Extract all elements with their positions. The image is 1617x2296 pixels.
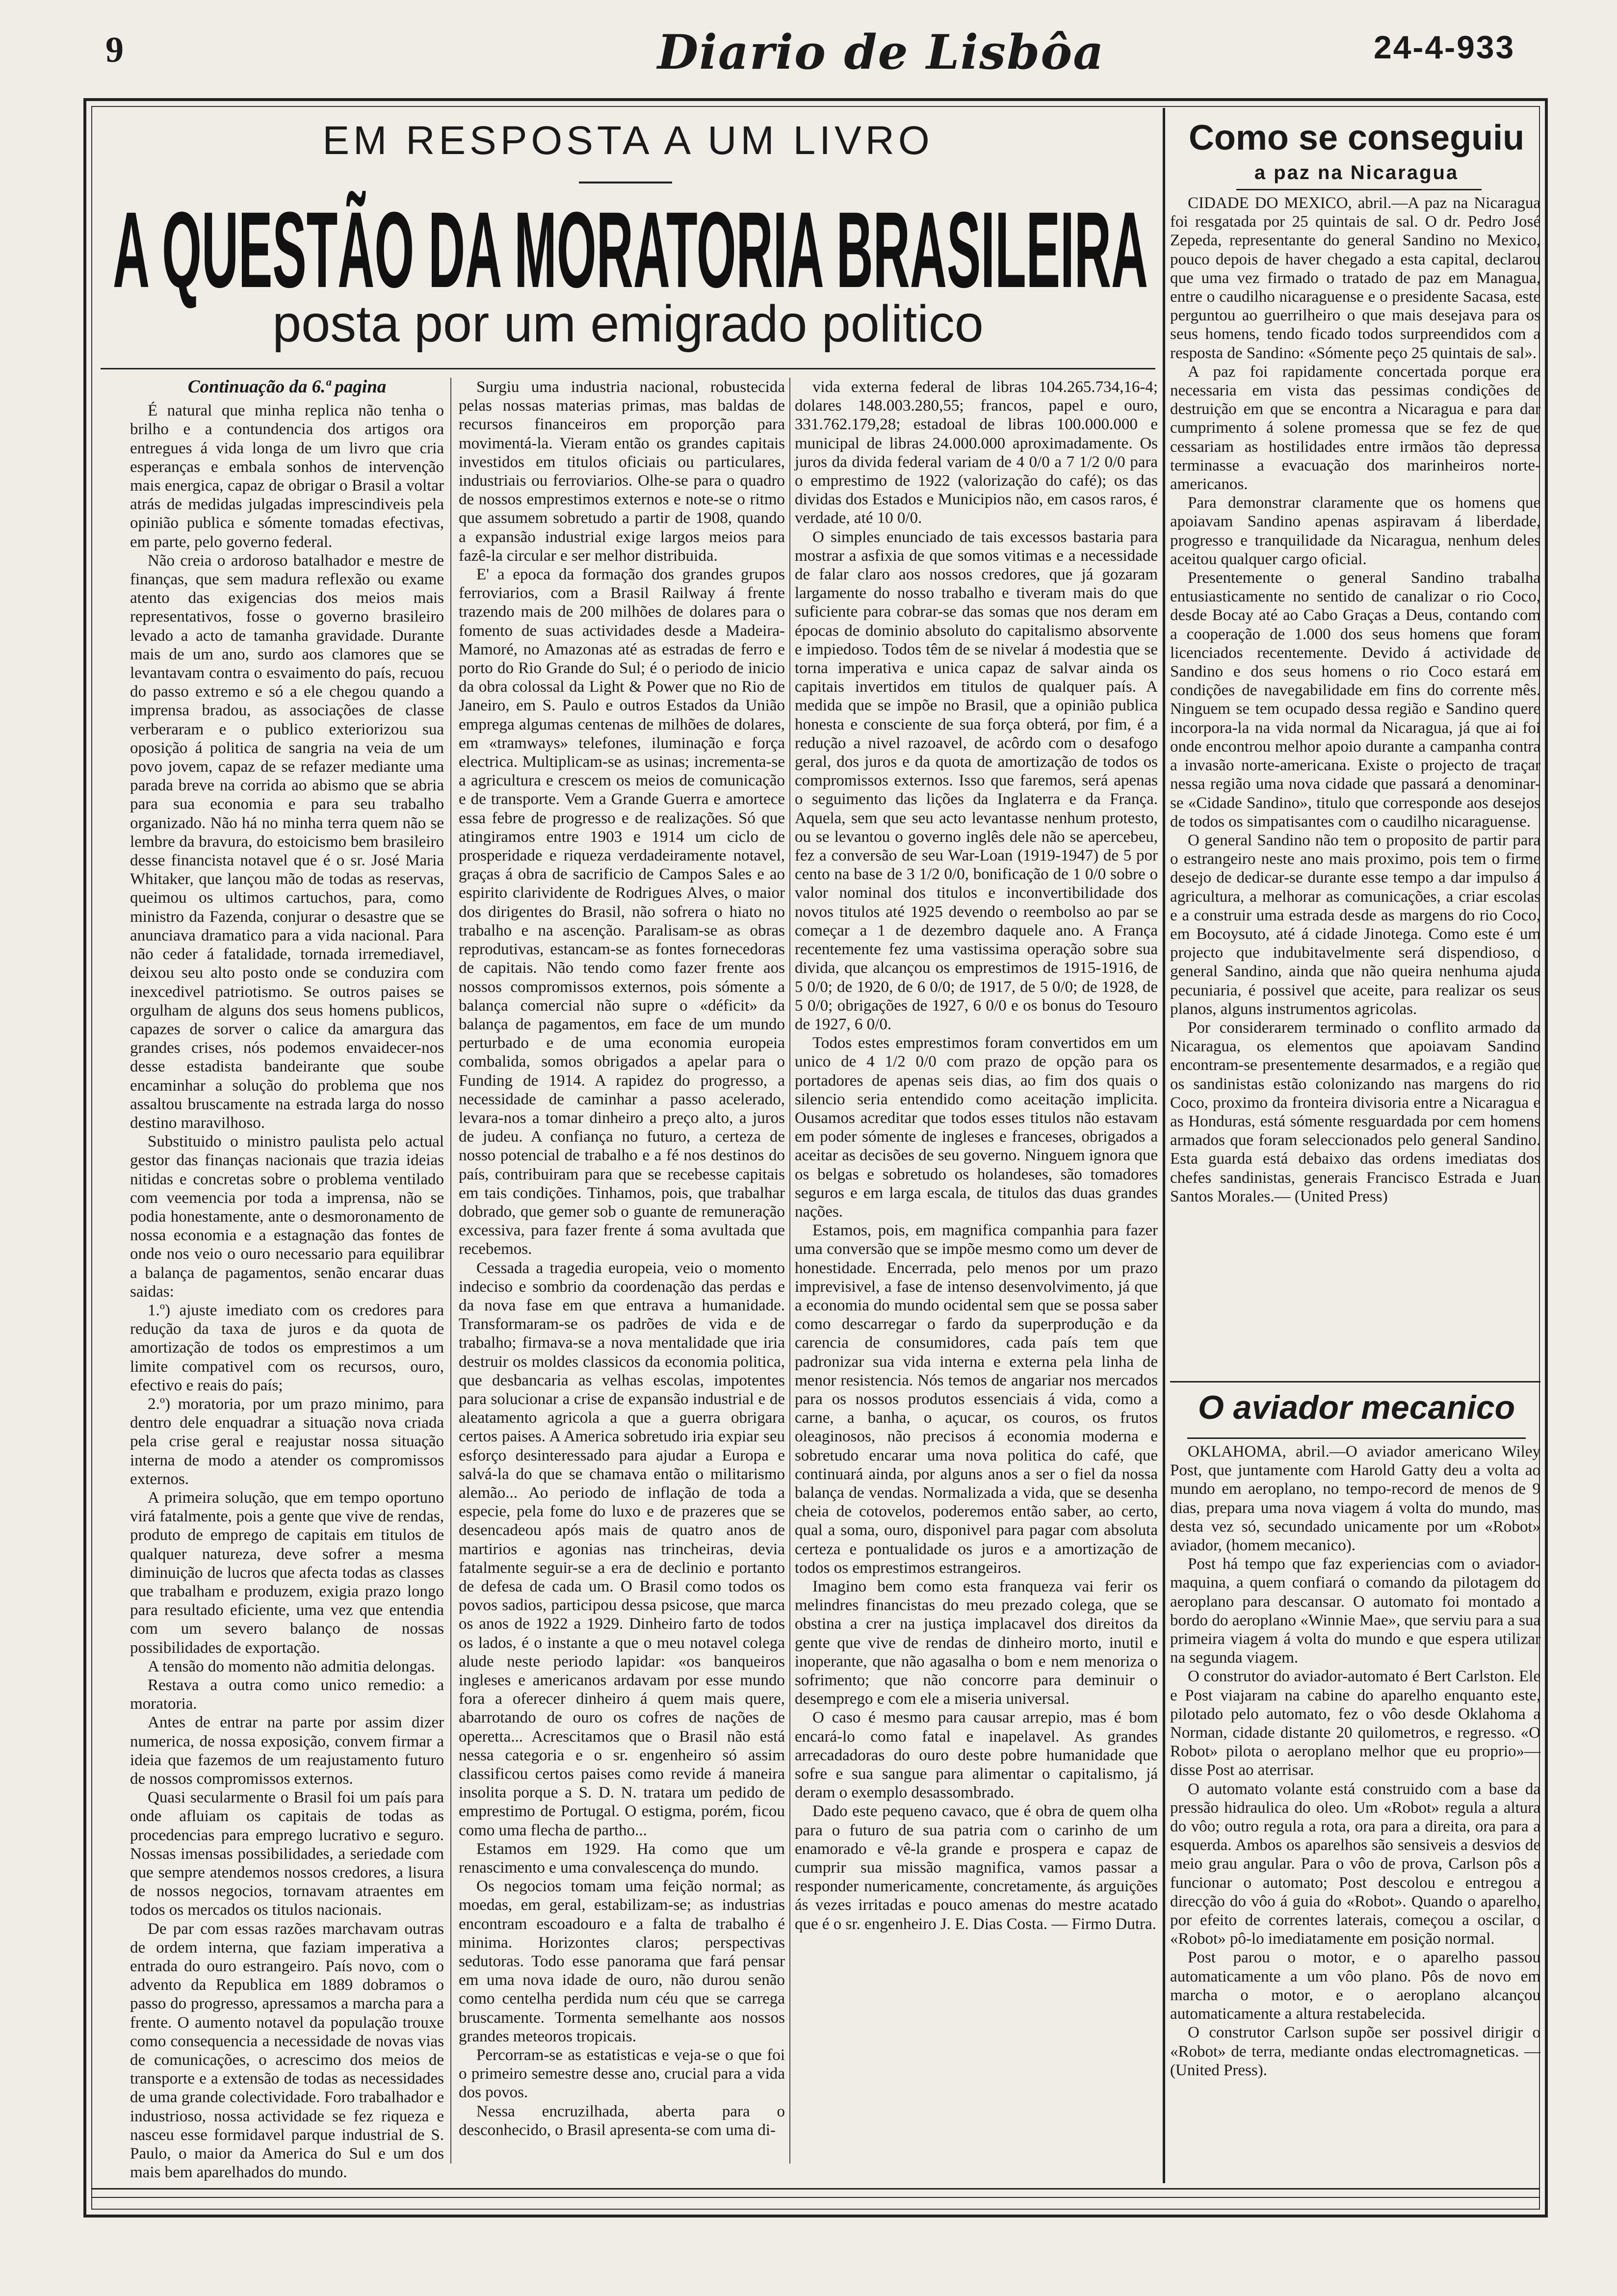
paragraph: Restava a outra como unico remedio: a moratoria. [130, 1676, 444, 1713]
sidebar-article-subtitle: a paz na Nicaragua [1254, 162, 1459, 183]
column-2-body [459, 378, 785, 2139]
article-column-1 [130, 377, 444, 2182]
paragraph: Post há tempo que faz experiencias com o aviador-maquina, a quem confiará o comando da pilotagem do aeroplano para descansar. O automato foi montado a bordo do aeroplano «Winnie Mae», que serviu para a sua primeira viagem á volta do mundo e que espera utilizar na segunda viagem. [1170, 1555, 1540, 1667]
paragraph: A primeira solução, que em tempo oportuno virá fatalmente, pois a gente que vive de rendas, produto de emprego de capitais em titulos de qualquer natureza, deve sofrer a mesma diminuição de lucros que afecta todas as classes que trabalham e produzem, exigia prazo longo para resultado eficiente, uma vez que entendia com um severo balanço de nossas possibilidades de exportação. [130, 1488, 444, 1657]
paragraph: Por considerarem terminado o conflito armado da Nicaragua, os elementos que apoiavam Sandino encontram-se presentemente desarmados, e a região que os sandinistas estão colonizando nas margens do rio Coco, proximo da fronteira divisoria entre a Nicaragua e as Honduras, está sómente resguardada por cem homens armados que foram seleccionados pelo general Sandino. Esta guarda está debaixo das ordens imediatas dos chefes sandinistas, generais Francisco Estrada e Juan Santos Morales.— (United Press) [1170, 1018, 1540, 1205]
kicker-rule [579, 182, 672, 183]
article-subheadline: posta por um emigrado politico [272, 295, 984, 353]
bottom-rule [91, 2188, 1540, 2190]
paragraph: Todos estes emprestimos foram convertidos em um unico de 4 1/2 0/0 com prazo de opção para os portadores de apenas seis dias, ao fim dos quais o silencio seria entendido como aceitação implicita. Ousamos acreditar que todos esses titulos não estavam em poder sómente de ingleses e franceses, obrigados a aceitar as decisões de seu governo. Ninguem ignora que os belgas e sobretudo os holandeses, são tomadores seguros e em larga escala, de titulos das duas grandes nações. [795, 1034, 1158, 1221]
page-number: 9 [105, 30, 124, 70]
paragraph: vida externa federal de libras 104.265.734,16-4; dolares 148.003.280,55; francos, papel e ouro, 331.762.179,28; estadoal de libras 100.000.000 e municipal de libras 24.000.000 aproximadamente. Os juros da divida federal variam de 4 0/0 a 7 1/2 0/0 para o emprestimo de 1922 (valorização do café); os das dividas dos Estados e Municipios não, em casos raros, é verdade, até 10 0/0. [795, 378, 1158, 527]
paragraph: O simples enunciado de tais excessos bastaria para mostrar a asfixia de que somos vitimas e a necessidade de falar claro aos nossos credores, que já gozaram largamente do nosso trabalho e tiveram mais do que suficiente para cobrar-se das somas que nos deram em épocas de dominio absoluto do capitalismo absorvente e impiedoso. Todos têm de se nivelar á modestia que se torna imperativa e unica capaz de salvar ainda os capitais invertidos em titulos de qualquer país. A medida que se impõe no Brasil, que a opinião publica honesta e consciente de sua força obterá, por fim, é a redução a nivel razoavel, de acôrdo com o desafogo geral, dos juros e da quota de amortização de todos os compromissos externos. Isso que faremos, será apenas o seguimento das lições da Inglaterra e da França. Aquela, sem que seu acto levantasse nenhum protesto, ou se levantou o governo inglês dele não se apercebeu, fez a conversão de seu War-Loan (1919-1947) de 5 por cento na base de 3 1/2 0/0, bonificação de 1 0/0 sobre o valor nominal dos titulos e inconvertibilidade dos novos titulos até 1925 devendo o reembolso ao par se começar a 1 de dezembro daquele ano. A França recentemente fez uma vastissima operação sobre sua divida, que alcançou os emprestimos de 1915-1916, de 5 0/0; de 1920, de 6 0/0; de 1917, de 5 0/0; de 1928, de 5 0/0; obrigações de 1927, 6 0/0 e os bonus do Tesouro de 1927, 6 0/0. [795, 528, 1158, 1033]
article-headline [108, 189, 1153, 310]
sidebar-title-rule [1236, 189, 1482, 190]
paragraph: Estamos, pois, em magnifica companhia para fazer uma conversão que se impõe mesmo como um dever de honestidade. Encerrada, pelo menos por um prazo imprevisivel, a fase de intenso desenvolvimento, já que a economia do mundo ocidental sem que se possa saber como descarregar o fardo da superprodução e da carencia de consumidores, cada país tem que padronizar sua vida interna e externa pela linha de menor resistencia. Nós temos de angariar nos mercados para os nossos produtos essenciais á vida, como a carne, a banha, o açucar, os couros, os frutos oleaginosos, não precisos á economia moderna e sobretudo encarar uma nova politica do café, que continuará ainda, por alguns anos a ser o fiel da nossa balança de vendas. Normalizada a vida, que se desenha cheia de cotovelos, poderemos então saber, ao certo, qual a soma, ouro, disponivel para pagar com absoluta certeza e pontualidade os juros e a amortização de todos os emprestimos estrangeiros. [795, 1222, 1158, 1577]
article-column-3 [795, 378, 1158, 2164]
paragraph: O general Sandino não tem o proposito de partir para o estrangeiro neste ano mais proximo, pois tem o firme desejo de dedicar-se durante esse tempo a dar impulso á agricultura, a melhorar as comunicações, a criar escolas e a construir uma estrada desde as margens do rio Coco, em Bocoysuto, até á cidade Jinotega. Como este é um projecto que indubitavelmente será dispendioso, o general Sandino, ainda que não queira nenhuma ajuda pecuniaria, é possivel que aceite, para realizar os seus planos, alguns instrumentos agricolas. [1170, 831, 1540, 1018]
article-column-2 [459, 378, 785, 2164]
issue-date: 24-4-933 [1374, 29, 1515, 65]
continuation-note: Continuação da 6.ª pagina [187, 377, 387, 397]
paragraph: Post parou o motor, e o aparelho passou automaticamente a um vôo plano. Pôs de novo em marcha o motor, e o aeroplano alcançou automaticamente a altura restabelecida. [1170, 1949, 1540, 2023]
paragraph: A tensão do momento não admitia delongas. [148, 1657, 435, 1675]
section-divider [1163, 108, 1165, 2183]
sidebar-article-title: Como se conseguiu [1188, 118, 1525, 157]
paragraph: Substituido o ministro paulista pelo actual gestor das finanças nacionais que trazia ideias nitidas e concretas sobre o problema ventilado com veemencia por toda a imprensa, não se podia honestamente, ante o desmoronamento de nossa economia e a estagnação das fontes de onde nos veio o ouro necessario para equilibrar a balança de pagamentos, senão encarar duas saidas: [130, 1133, 444, 1301]
column-rule [789, 378, 790, 2164]
paragraph: Presentemente o general Sandino trabalha entusiasticamente no sentido de canalizar o rio Coco, desde Bocay até ao Cabo Graças a Deus, contando com a cooperação de 1.000 dos seus homens que foram licenciados recentemente. Devido á actividade de Sandino e dos seus homens o rio Coco estará em condições de navegabilidade em fins do corrente mês. Ninguem se tem ocupado dessa região e Sandino quere incorpora-la na vida normal da Nicaragua, já que ai foi onde encontrou melhor apoio durante a campanha contra a invasão norte-americana. Existe o projecto de traçar nessa região uma nova cidade que passará a denominar-se «Cidade Sandino», titulo que corresponde aos desejos de todos os simpatisantes com o caudilho nicaraguense. [1170, 569, 1540, 831]
bottom-rule-double [91, 2197, 1540, 2198]
paragraph: Antes de entrar na parte por assim dizer numerica, de nossa exposição, convem firmar a ideia que fazemos de um reajustamento futuro de nossos compromissos externos. [130, 1714, 444, 1788]
column-3-body [795, 378, 1158, 1933]
sidebar-article-body [1170, 194, 1540, 1376]
paragraph: Não creia o ardoroso batalhador e mestre de finanças, que sem madura reflexão ou exame atento das exigencias dos meios mais representativos, fosse o governo brasileiro levado a acto de tamanha gravidade. Durante mais de um ano, surdo aos clamores que se levantavam contra o esvaimento do país, recuou do passo extremo e só a ele chegou quando a imprensa bradou, as associações de classe verberaram e o publico exteriorizou sua oposição á politica de sangria na veia de um povo jovem, capaz de se refazer mediante uma parada breve na corrida ao abismo que se abria para sua economia e para seu trabalho organizado. Não há no minha terra quem não se lembre da bravura, do estoicismo bem brasileiro desse financista notavel que é o sr. José Maria Whitaker, que lançou mão de todas as reservas, queimou os ultimos cartuchos, para, como ministro da Fazenda, conjurar o desastre que se anunciava dramatico para a vida nacional. Para não ceder á fatalidade, tornada irremediavel, deixou seu alto posto onde se conduzira com inexcedivel patriotismo. Se outros paises se orgulham de alguns dos seus homens publicos, capazes de sorver o calice da amargura das grandes crises, nós podemos envaidecer-nos desse estadista bandeirante que soube encaminhar a solução do problema que nos assaltou bruscamente na estrada larga do nosso destino maravilhoso. [130, 551, 444, 1132]
sidebar-title-rule [1187, 1437, 1526, 1439]
sidebar-article-2-title: O aviador mecanico [1198, 1389, 1515, 1426]
paragraph: O construtor Carlson supõe ser possivel dirigir o «Robot» de terra, mediante ondas electromagneticas. — (United Press). [1170, 2024, 1540, 2079]
column-rule [450, 378, 451, 2164]
paragraph: Imagino bem como esta franqueza vai ferir os melindres financistas do meu prezado colega, que se obstina a crer na justiça implacavel dos direitos da gente que vive de rendas de dinheiro morto, inutil e inoperante, que não agasalha o bom e nem menoriza o sofrimento; que não concorre para deminuir o desemprego e com ele a miseria universal. [795, 1578, 1158, 1708]
paragraph: CIDADE DO MEXICO, abril.—A paz na Nicaragua foi resgatada por 25 quintais de sal. O dr. Pedro José Zepeda, representante do general Sandino no Mexico, pouco depois de haver chegado a esta capital, declarou que uma vez firmado o tratado de paz em Managua, entre o caudilho nicaraguense e o presidente Sacasa, este perguntou ao guerrilheiro o que mais desejava para os seus homens, tendo ficado todos surpreendidos com a resposta de Sandino: «Sómente peço 25 quintais de sal». [1170, 194, 1540, 362]
paragraph: A paz foi rapidamente concertada porque era necessaria em vista das pessimas condições de destruição em que se encontra a Nicaragua e para dar cumprimento á solene promessa que se fez de que cessariam as hostilidades entre irmãos tão depressa terminasse a evacuação dos marinheiros norte-americanos. [1170, 363, 1540, 494]
paragraph: De par com essas razões marchavam outras de ordem interna, que faziam imperativa a entrada do ouro estrangeiro. País novo, com o advento da Republica em 1889 dobramos o passo do progresso, apressamos a marcha para a frente. O aumento notavel da população trouxe como consequencia a necessidade de novas vias de comunicações, o acrescimo dos meios de transporte e a extensão de todas as necessidades de uma grande colectividade. Foro trabalhador e industrioso, nossa actividade se fez riqueza e nasceu esse formidavel parque industrial de S. Paulo, o maior da America do Sul e um dos mais bem aparelhados do mundo. [130, 1920, 444, 2182]
subhead-rule [101, 368, 1155, 369]
column-1-body [130, 401, 444, 2182]
paragraph: Estamos em 1929. Ha como que um renascimento e uma convalescença do mundo. [459, 1840, 785, 1877]
paragraph: Cessada a tragedia europeia, veio o momento indeciso e sombrio da coordenação das perdas e da nova fase em que entrava a humanidade. Transformaram-se os padrões de vida e de trabalho; firmava-se a nova mentalidade que iria destruir os moldes classicos da economia politica, que desbancaria as velhas escolas, impotentes para solucionar a crise de expansão industrial e de aleatamento agricola a que a guerra obrigara certos paises. A America sobretudo iria expiar seu esforço desinteressado para ajudar a Europa e salvá-la do que se chamava então o militarismo alemão... Ao periodo de inflação de toda a especie, pela fome do luxo e de prazeres que se desencadeou após mais de quatro anos de martirios e agonias nas trincheiras, devia fatalmente seguir-se a era de declinio e portanto de defesa de cada um. O Brasil como todos os povos sadios, participou dessa psicose, que marca os anos de 1922 a 1929. Dinheiro farto de todos os lados, é o instante a que o meu notavel colega alude neste periodo lapidar: «os banqueiros ingleses e americanos ardavam por esse mundo fora a oferecer dinheiro á quem mais quere, abarrotando de ouro os cofres de nações de operetta... Acrescitamos que o Brasil não está nessa categoria e o sr. engenheiro só assim classificou certos paises como revide á maneira insolita porque a S. D. N. tratara um pedido de emprestimo de Portugal. O estigma, porém, ficou como uma flecha de partho... [459, 1259, 785, 1839]
article-kicker: EM RESPOSTA A UM LIVRO [322, 118, 934, 163]
sidebar-article-2-body [1170, 1442, 1540, 2164]
paragraph: 1.º) ajuste imediato com os credores para redução da taxa de juros e da quota de amortização de todos os emprestimos a um limite compativel com os recursos, ouro, efectivo e reais do país; [130, 1301, 444, 1394]
paragraph: Nessa encruzilhada, aberta para o desconhecido, o Brasil apresenta-se com uma di- [459, 2102, 785, 2139]
paragraph: Surgiu uma industria nacional, robustecida pelas nossas materias primas, mas baldas de recursos financeiros em proporção para movimentá-la. Vieram então os grandes capitais investidos em titulos oficiais ou particulares, industriais ou ferroviarios. Olhe-se para o quadro de nossos emprestimos externos e note-se o ritmo que assumem sobretudo a partir de 1908, quando a expansão industrial exige largos meios para fazê-la circular e ser melhor distribuida. [459, 378, 785, 565]
paragraph: E' a epoca da formação dos grandes grupos ferroviarios, com a Brasil Railway á frente trazendo mais de 200 milhões de dolares para o fomento de suas actividades desde a Madeira-Mamoré, no Amazonas até as estradas de ferro e porto do Rio Grande do Sul; é o periodo de inicio da obra colossal da Light & Power que no Rio de Janeiro, em S. Paulo e outros Estados da União emprega algumas centenas de milhões de dolares, em «tramways» telefones, iluminação e força electrica. Multiplicam-se as usinas; incrementa-se a agricultura e crescem os meios de comunicação e de transporte. Vem a Grande Guerra e amortece essa febre de progresso e de realizações. Só que atingiramos entre 1903 e 1914 um ciclo de prosperidade e riqueza verdadeiramente notavel, graças á obra de sacrificio de Campos Sales e ao espirito clarividente de Rodrigues Alves, o maior dos dirigentes do Brasil, não sofrera o hiato no trabalho e na ascenção. Paralisam-se as obras reprodutivas, estancam-se as fontes fornecedoras de capitais. Não tendo como fazer frente aos nossos compromissos externos, pois sómente a balança comercial não supre o «déficit» da balança de pagamentos, em face de um mundo perturbado e de uma economia europeia combalida, somos obrigados a apelar para o Funding de 1914. A rapidez do progresso, a necessidade de caminhar a passo acelerado, levara-nos a tomar dinheiro a preço alto, a juros de judeu. A confiança no futuro, a certeza de nosso potencial de trabalho e a fé nos destinos do país, contribuiram para que se recebesse capitais em tais condições. Tinhamos, pois, que trabalhar dobrado, que gemer sob o guante de remuneração excessiva, para fazer frente á soma avultada que recebemos. [459, 566, 785, 1258]
paragraph: 2.º) moratoria, por um prazo minimo, para dentro dele enquadrar a situação nova criada pela crise geral e reajustar nossa situação interna de modo a atender os compromissos externos. [130, 1395, 444, 1488]
paragraph: Quasi secularmente o Brasil foi um país para onde afluiam os capitais de todas as procedencias para emprego lucrativo e seguro. Nossas imensas possibilidades, a seriedade com que sempre atendemos nossos credores, a lisura de nossos negocios, tornavam atraentes em todos os mercados os titulos nacionais. [130, 1789, 444, 1919]
paragraph: Os negocios tomam uma feição normal; as moedas, em geral, estabilizam-se; as industrias encontram escoadouro e a falta de trabalho é minima. Horizontes claros; perspectivas sedutoras. Todo esse panorama que fará pensar em uma nova idade de ouro, não durou senão como centelha perdida num céu que se carrega bruscamente. Tormenta semelhante aos nossos grandes meteoros tropicais. [459, 1878, 785, 2045]
paragraph: Percorram-se as estatisticas e veja-se o que foi o primeiro semestre desse ano, crucial para a vida dos povos. [459, 2046, 785, 2102]
paragraph: OKLAHOMA, abril.—O aviador americano Wiley Post, que juntamente com Harold Gatty deu a volta ao mundo em aeroplano, no tempo-record de menos de 9 dias, prepara uma nova viagem á volta do mundo, mas desta vez só, secundado unicamente por um «Robot» aviador, (homem mecanico). [1170, 1443, 1540, 1555]
newspaper-masthead: Diario de Lisbôa [657, 25, 1105, 80]
paragraph: Para demonstrar claramente que os homens que apoiavam Sandino apenas aspiravam á liberdade, progresso e tranquilidade da Nicaragua, nenhum deles aceitou qualquer cargo oficial. [1170, 494, 1540, 568]
paragraph: O construtor do aviador-automato é Bert Carlston. Ele e Post viajaram na cabine do aparelho enquanto este, pilotado pelo automato, fez o vôo desde Oklahoma a Norman, cidade distante 20 quilometros, e regresso. «O Robot» pilota o aeroplano melhor que eu proprio»—disse Post ao aterrisar. [1170, 1668, 1540, 1779]
paragraph: O automato volante está construido com a base da pressão hidraulica do oleo. Um «Robot» regula a altura do vôo; outro regula a rota, ora para a direita, ora para a esquerda. Ambos os aparelhos são sensiveis a desvios de meio grau angular. Para o vôo de prova, Carlson pôs a funcionar o automato; Post descolou e entregou a direcção do vôo á guia do «Robot». Quando o aparelho, por efeito de correntes laterais, começou a oscilar, o «Robot» pô-lo imediatamente em posição normal. [1170, 1780, 1540, 1948]
paragraph: É natural que minha replica não tenha o brilho e a contundencia dos artigos ora entregues á vida longa de um livro que cria esperanças e embala sonhos de intervenção mais energica, capaz de obrigar o Brasil a voltar atrás de medidas julgadas imprescindiveis pela opinião publica e sómente tomadas efectivas, em parte, pelo governo federal. [130, 402, 444, 551]
paragraph: O caso é mesmo para causar arrepio, mas é bom encará-lo como fatal e inapelavel. As grandes arrecadadoras do ouro deste pobre humanidade que sofre e sua sangue para alimentar o capitalismo, já deram o exemplo desassombrado. [795, 1709, 1158, 1802]
headline-text: A QUESTÃO DA MORATORIA BRASILEIRA [113, 189, 1148, 310]
sidebar-separator [1170, 1381, 1540, 1383]
paragraph: Dado este pequeno cavaco, que é obra de quem olha para o futuro de sua patria com o carinho de um enamorado e vê-la grande e prospera e capaz de cumprir sua missão magnifica, vamos passar a responder numericamente, concretamente, ás arguições ás vezes irritadas e pouco amenas do mestre acatado que é o sr. engenheiro J. E. Dias Costa. — Firmo Dutra. [795, 1802, 1158, 1933]
